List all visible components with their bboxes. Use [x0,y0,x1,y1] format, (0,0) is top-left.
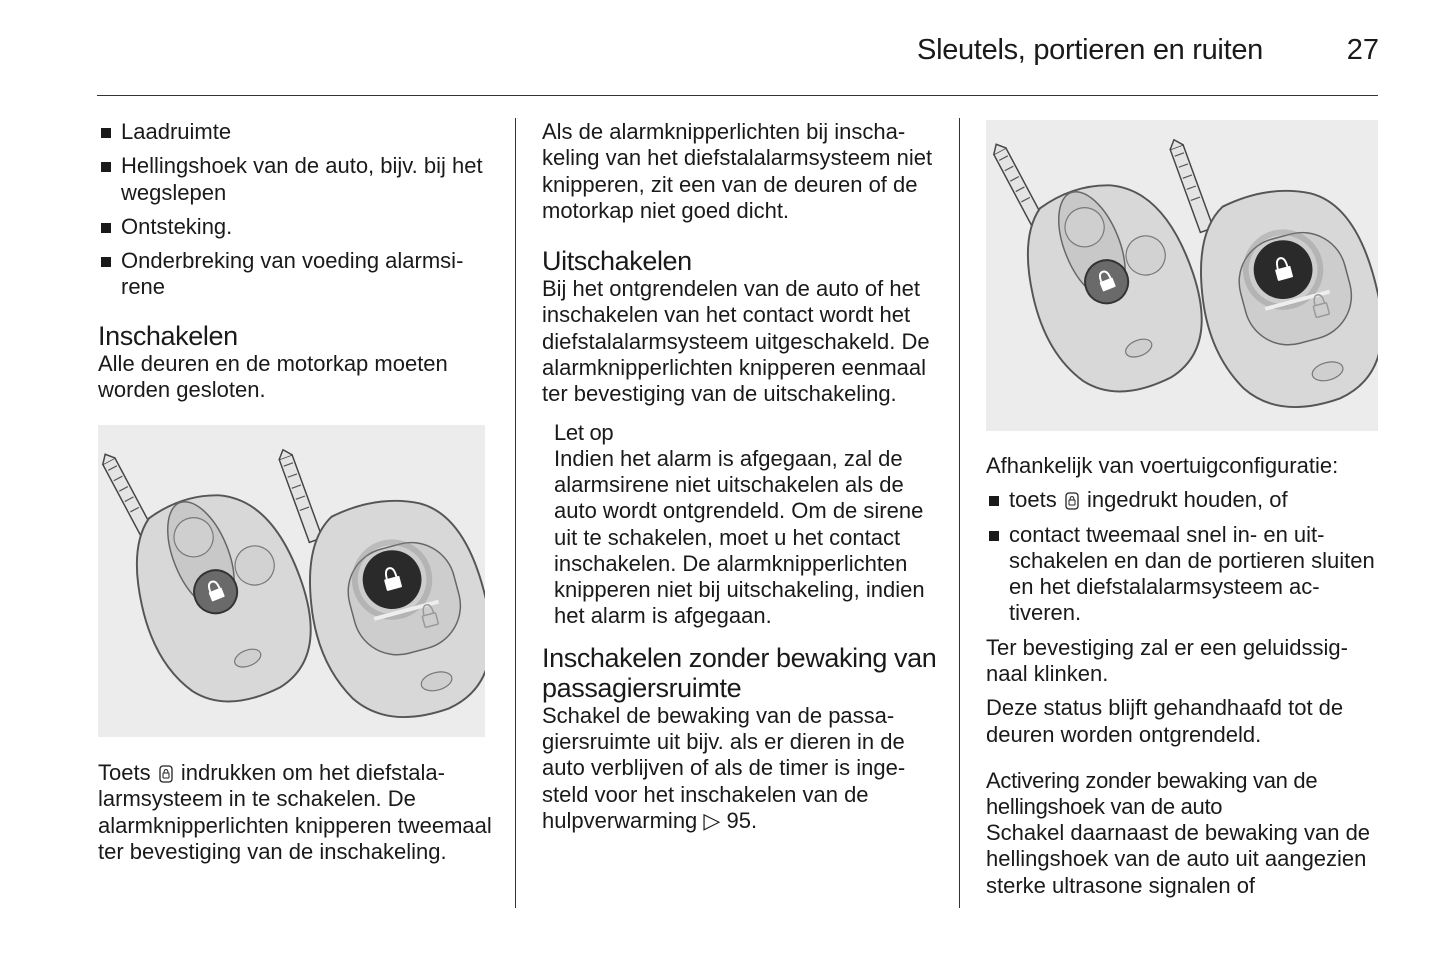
column-2 [542,119,937,834]
list-item: Laadruimte [98,119,493,145]
key-fob-figure-1 [98,425,485,737]
heading-inschakelen: Inschakelen [98,320,238,351]
paragraph: Ter bevestiging zal er een geluidssignaal klinken. [986,634,1348,687]
key-fob-icon [986,120,1378,431]
paragraph: Schakel daarnaast de bewaking van de hellingshoek van de auto uit aangezien sterke ultrasone signalen of [986,819,1371,898]
column-1 [98,119,493,403]
paragraph: Bij het ontgrendelen van de auto of het inschakelen van het contact wordt het diefstalalarmsysteem uitgeschakeld. De alarmknipperlichten knipperen eenmaal ter bevestiging van de uitschakeling. [542,276,930,407]
paragraph: Schakel de bewaking van de passagiersruimte uit bijv. als er dieren in de auto verblijven of als de timer is ingesteld voor het inschakelen van de hulpverwarming [542,702,906,833]
list-item: Onderbreking van voeding alarmsirene [98,248,493,301]
list-item [986,487,1381,513]
lock-icon [1065,492,1079,510]
key-fob-figure-2 [986,120,1378,431]
list-item: contact tweemaal snel in- en uitschakelen en dan de portieren sluiten en het diefstalalarmsysteem activeren. [986,522,1381,627]
figure-caption-1 [98,760,493,865]
paragraph: Deze status blijft gehandhaafd tot de deuren worden ontgrendeld. [986,695,1344,747]
paragraph: Afhankelijk van voertuigconfiguratie: [986,453,1339,478]
paragraph: Alle deuren en de motorkap moeten worden gesloten. [98,350,448,403]
lock-icon [159,765,173,783]
heading-activering: Activering zonder bewaking van de hellingshoek van de auto [986,767,1318,819]
page-reference-arrow: ▷ [703,807,721,833]
list-item: Ontsteking. [98,214,493,240]
note-title: Let op [554,419,614,445]
column-divider-2 [959,118,960,908]
list-item: Hellingshoek van de auto, bijv. bij het wegslepen [98,153,493,206]
list-item-start: toets [1009,487,1057,513]
feature-list [98,119,493,301]
heading-inschakelen-zonder-bewaking: Inschakelen zonder bewaking van passagiersruimte [542,642,937,703]
options-list [986,487,1381,626]
list-item-rest: ingedrukt houden, of [1086,487,1288,513]
heading-uitschakelen: Uitschakelen [542,246,692,277]
page-reference-link[interactable]: 95. [726,807,758,833]
caption-start: Toets [98,760,151,785]
note-text: Indien het alarm is afgegaan, zal de alarmsirene niet uitschakelen als de auto wordt ontgrendeld. Om de sirene uit te schakelen, moet u het contact inschakelen. De alarmknipperlichten knipperen niet bij uitschakeling, indien het alarm is afgegaan. [554,445,925,629]
paragraph: Als de alarmknipperlichten bij inschakeling van het diefstalalarmsysteem niet knipperen, zit een van de deuren of de motorkap niet goed dicht. [542,119,933,223]
caption-rest: indrukken om het diefstalalarmsysteem in te schakelen. De alarmknipperlichten knipperen tweemaal ter bevestiging van de inschakeling. [98,760,492,864]
note-box [542,420,937,630]
section-title: Sleutels, portieren en ruiten [917,34,1263,66]
key-fob-icon [98,425,485,737]
header-divider [97,95,1378,96]
column-3 [986,453,1381,899]
page-number: 27 [1346,34,1379,66]
column-divider-1 [515,118,516,908]
